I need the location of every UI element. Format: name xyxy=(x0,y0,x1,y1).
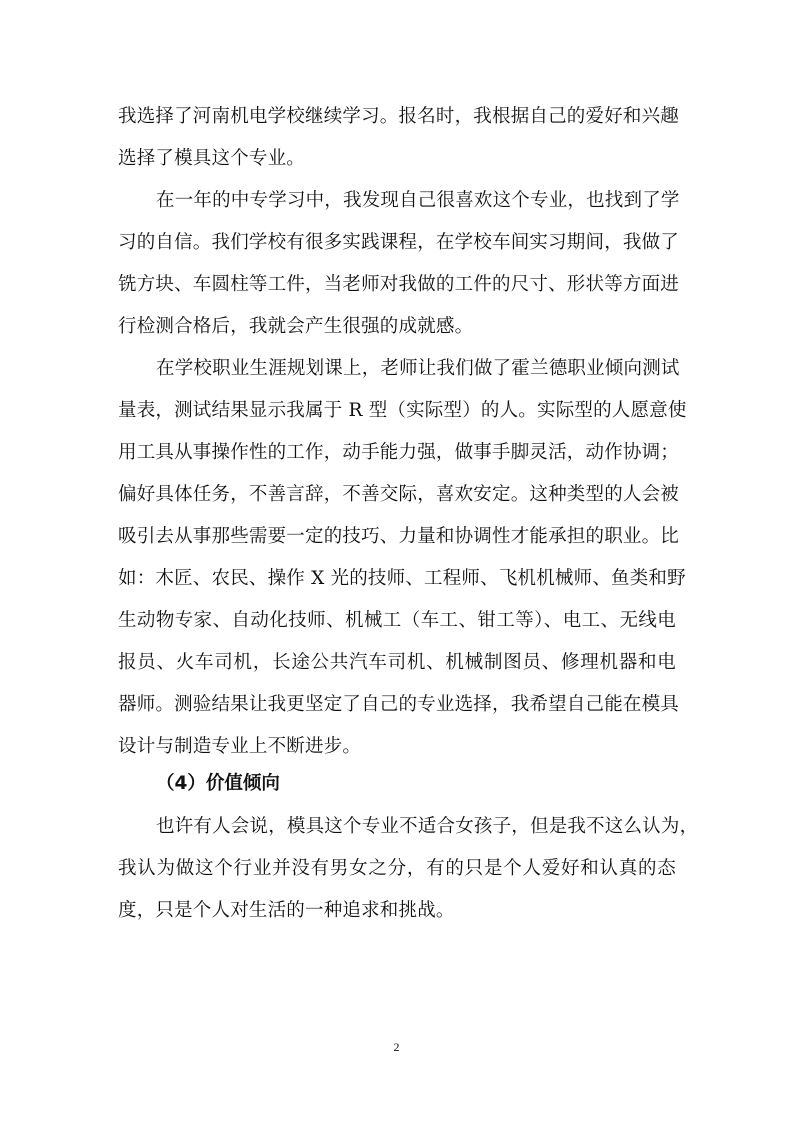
text-line-14: 报员、火车司机，长途公共汽车司机、机械制图员、修理机器和电 xyxy=(118,652,676,673)
text-line-18: 我认为做这个行业并没有男女之分，有的只是个人爱好和认真的态 xyxy=(118,858,676,879)
text-line-6: 行检测合格后，我就会产生很强的成就感。 xyxy=(118,316,474,337)
section-heading: （4）价值倾向 xyxy=(156,773,280,794)
text-line-13: 生动物专家、自动化技师、机械工（车工、钳工等）、电工、无线电 xyxy=(118,610,676,631)
text-line-16: 设计与制造专业上不断进步。 xyxy=(118,736,362,757)
text-line-7: 在学校职业生涯规划课上，老师让我们做了霍兰德职业倾向测试 xyxy=(156,358,680,379)
text-line-9: 用工具从事操作性的工作，动手能力强，做事手脚灵活，动作协调； xyxy=(118,442,680,463)
text-line-19: 度，只是个人对生活的一种追求和挑战。 xyxy=(118,900,455,921)
text-line-17: 也许有人会说，模具这个专业不适合女孩子，但是我不这么认为， xyxy=(156,816,699,837)
text-line-1: 我选择了河南机电学校继续学习。报名时，我根据自己的爱好和兴趣 xyxy=(118,106,680,127)
text-line-8: 量表，测试结果显示我属于 R 型（实际型）的人。实际型的人愿意使 xyxy=(118,400,687,421)
text-line-11: 吸引去从事那些需要一定的技巧、力量和协调性才能承担的职业。比 xyxy=(118,526,680,547)
text-line-12: 如：木匠、农民、操作 X 光的技师、工程师、飞机机械师、鱼类和野 xyxy=(118,568,686,589)
text-line-10: 偏好具体任务，不善言辞，不善交际，喜欢安定。这种类型的人会被 xyxy=(118,484,680,505)
text-line-5: 铣方块、车圆柱等工件，当老师对我做的工件的尺寸、形状等方面进 xyxy=(118,274,680,295)
text-line-15: 器师。测验结果让我更坚定了自己的专业选择，我希望自己能在模具 xyxy=(118,694,680,715)
text-line-2: 选择了模具这个专业。 xyxy=(118,148,306,169)
text-line-3: 在一年的中专学习中，我发现自己很喜欢这个专业，也找到了学 xyxy=(156,190,680,211)
page-number: 2 xyxy=(393,1040,400,1054)
text-line-4: 习的自信。我们学校有很多实践课程，在学校车间实习期间，我做了 xyxy=(118,232,680,253)
